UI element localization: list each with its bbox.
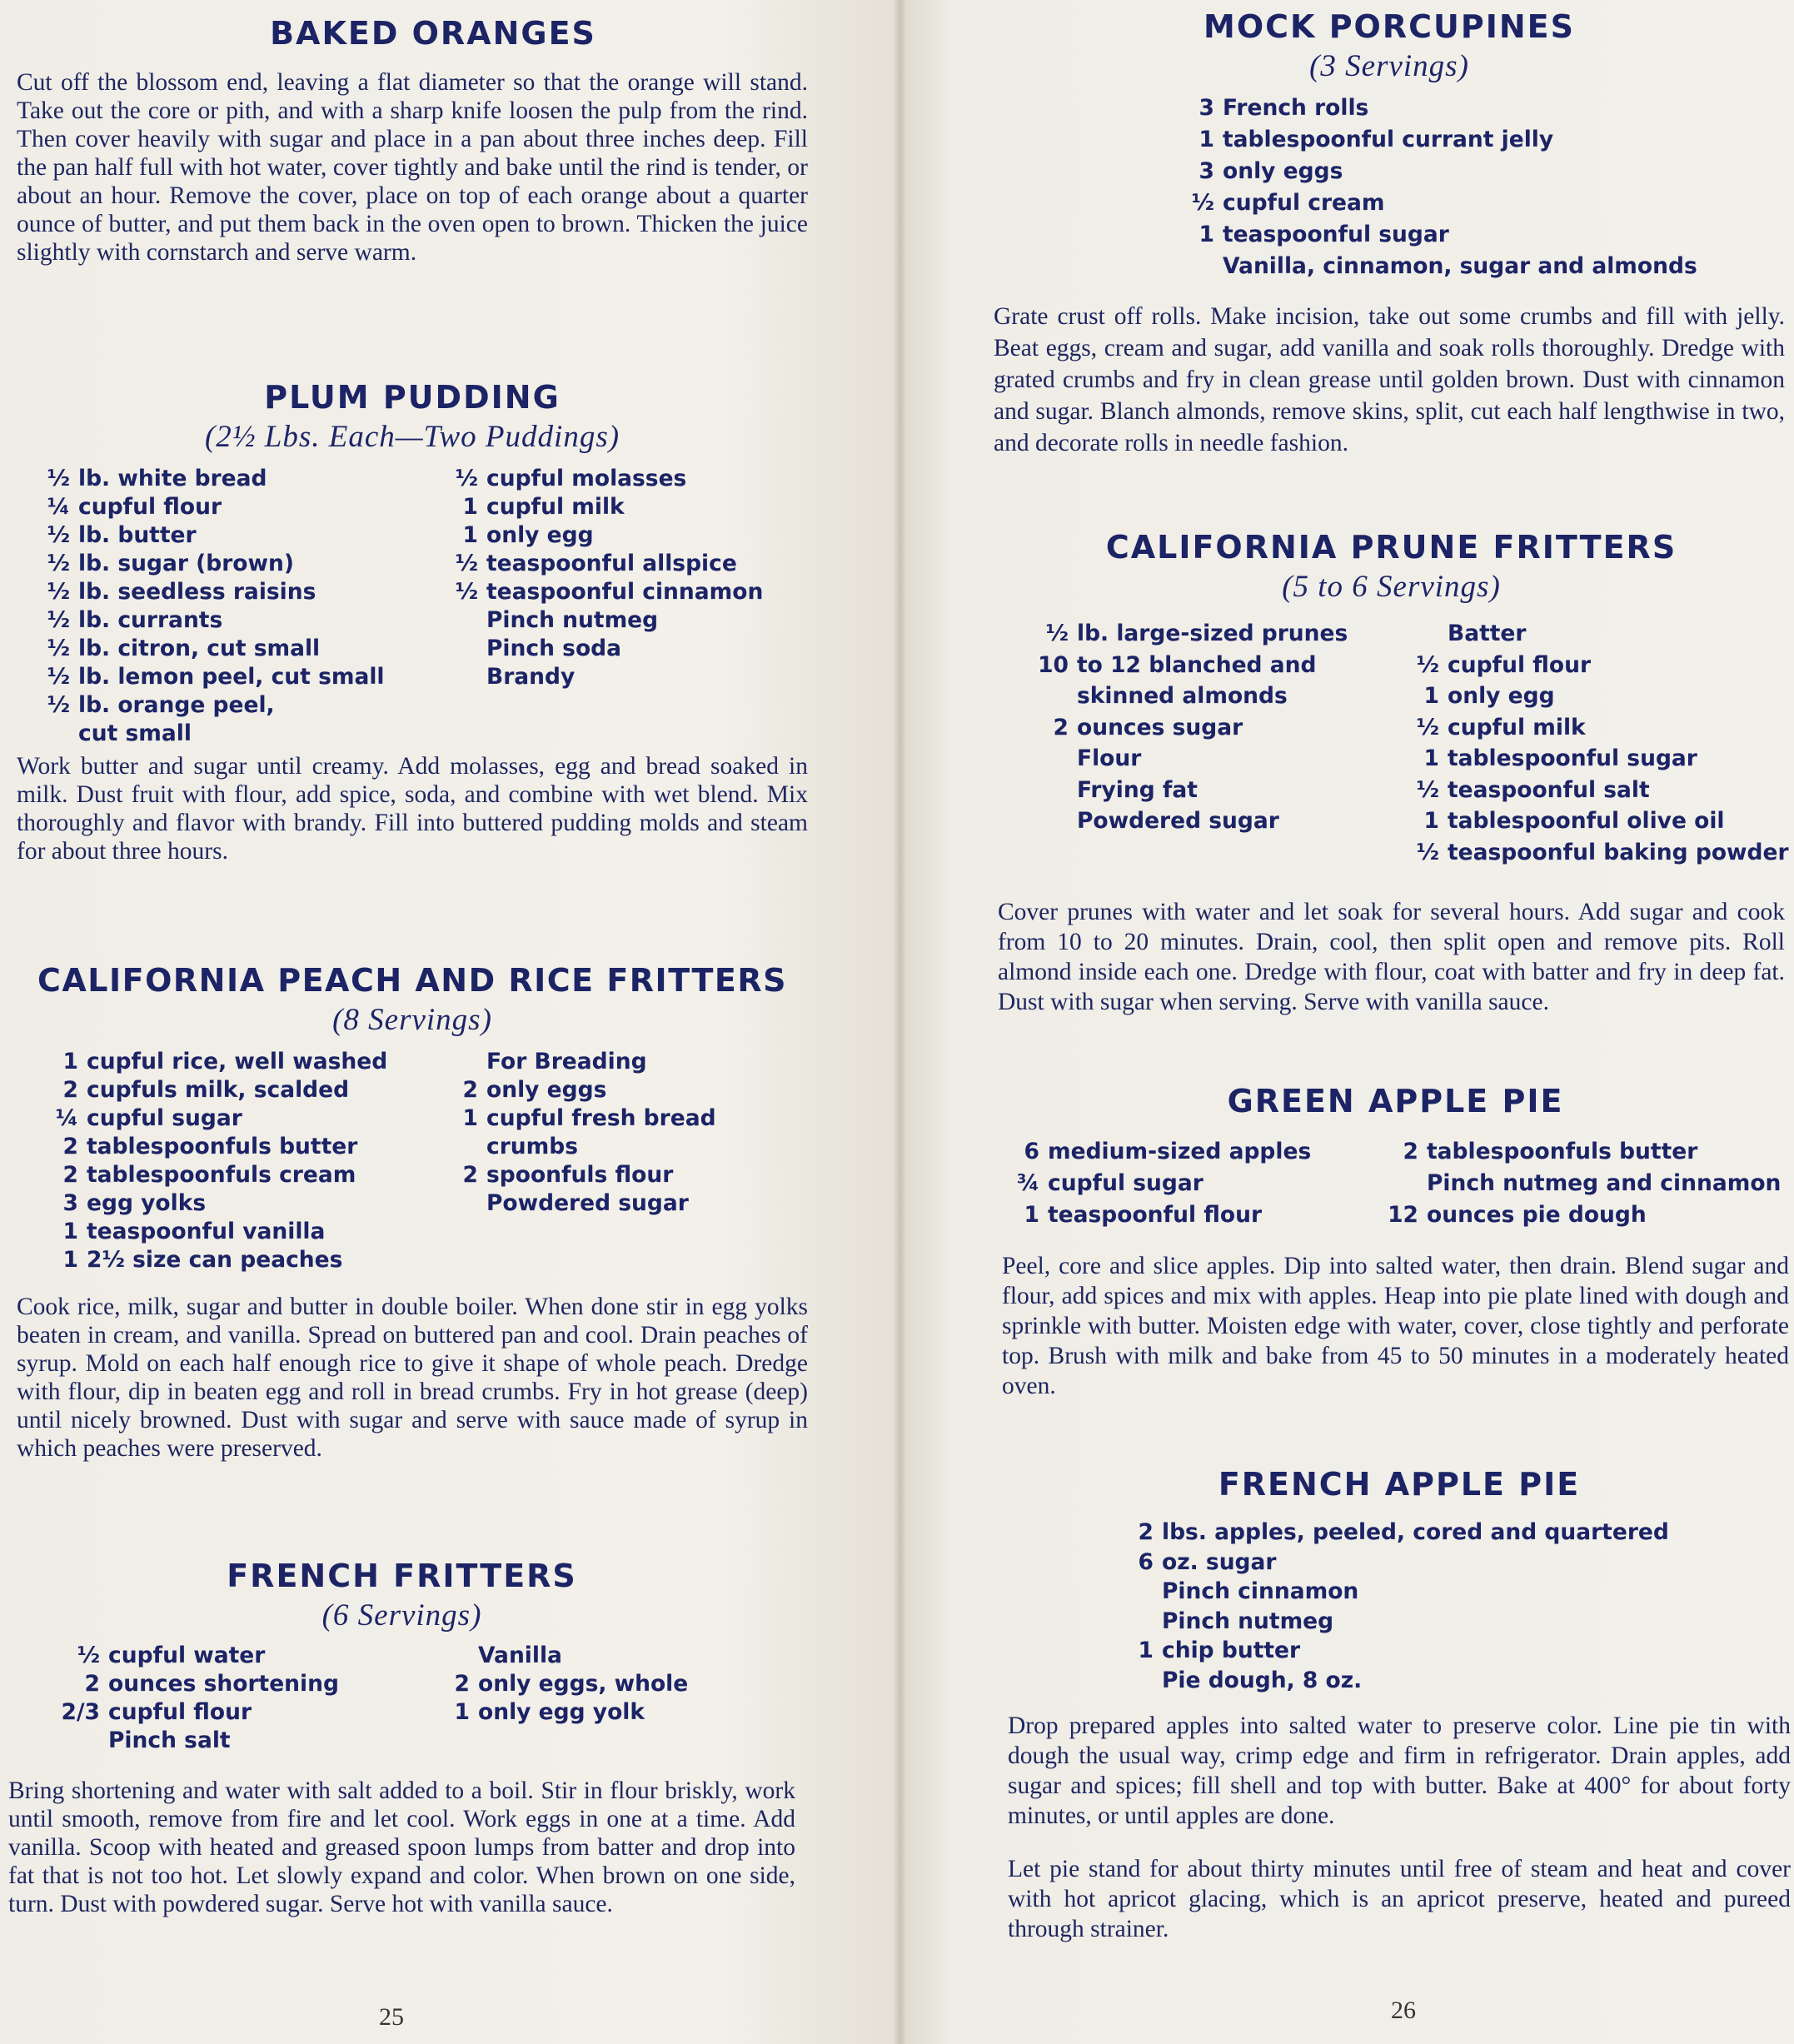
ingredient-item <box>1027 775 1348 806</box>
ingredient-item <box>450 663 763 691</box>
ingredient-quantity: 1 <box>62 1247 78 1273</box>
ingredient-quantity: 1 <box>1423 745 1439 771</box>
ingredient-quantity: 3 <box>1198 95 1214 121</box>
ingredient-text: Vanilla, cinnamon, sugar and almonds <box>1223 253 1697 279</box>
ingredient-text: only eggs <box>486 1077 607 1103</box>
ingredient-quantity <box>1377 1168 1427 1199</box>
ingredient-text: cupful flour <box>108 1699 252 1725</box>
ingredient-item <box>1406 618 1789 650</box>
ingredient-text: lb. citron, cut small <box>78 636 321 661</box>
ingredient-text: cupful sugar <box>87 1105 242 1131</box>
ingredient-text: teaspoonful salt <box>1448 776 1650 803</box>
ingredient-quantity: ¼ <box>47 494 70 520</box>
ingredient-text: Vanilla <box>478 1643 562 1668</box>
ingredient-text: spoonfuls flour <box>486 1162 674 1188</box>
ingredient-item <box>1181 251 1697 282</box>
recipe-title: MOCK PORCUPINES <box>1203 8 1575 45</box>
ingredient-item <box>1006 1136 1311 1168</box>
ingredient-item <box>450 606 763 635</box>
ingredient-quantity: 1 <box>462 494 478 520</box>
ingredient-item <box>33 1246 387 1274</box>
page-gutter <box>893 0 906 2044</box>
ingredient-item <box>25 1727 339 1755</box>
ingredient-quantity: ½ <box>47 551 70 576</box>
ingredient-text: lb. butter <box>78 522 197 548</box>
recipe-yield: (5 to 6 Servings) <box>1282 570 1501 604</box>
ingredient-text: ounces sugar <box>1077 714 1243 740</box>
ingredient-quantity <box>450 663 486 691</box>
ingredient-text: cut small <box>78 720 192 746</box>
ingredient-item <box>42 691 385 720</box>
ingredient-item <box>1406 650 1789 681</box>
ingredient-text: Pinch cinnamon <box>1162 1578 1359 1604</box>
ingredient-text: cupful rice, well washed <box>87 1049 388 1074</box>
recipe-french-apple-pie <box>1008 1466 1791 1944</box>
ingredient-quantity: ½ <box>1416 776 1439 803</box>
recipe-instructions: Grate crust off rolls. Make incision, take out some crumbs and fill with jelly. Beat eggs, cream and sugar, add vanilla and soak rolls thoroughly. Dredge with grated crumbs and fry in clean grease until golden brown. Dust with cinnamon and sugar. Blanch almonds, remove skins, split, cut each half lengthwise in two, and decorate rolls in needle fashion. <box>994 303 1785 456</box>
ingredient-text: teaspoonful allspice <box>486 551 737 576</box>
ingredient-text: cupfuls milk, scalded <box>87 1077 350 1103</box>
ingredient-quantity: ½ <box>47 607 70 633</box>
recipe-yield: (8 Servings) <box>332 1003 492 1037</box>
ingredient-quantity: 2 <box>454 1671 470 1697</box>
ingredient-quantity <box>42 720 78 748</box>
ingredient-quantity <box>450 1048 486 1076</box>
ingredient-text: teaspoonful sugar <box>1223 222 1449 247</box>
ingredient-item <box>33 1133 387 1161</box>
recipe-title: GREEN APPLE PIE <box>1227 1083 1564 1119</box>
ingredient-quantity: 2 <box>62 1077 78 1103</box>
ingredient-quantity <box>1406 618 1448 650</box>
recipe-instructions: Drop prepared apples into salted water to preserve color. Line pie tin with dough the usual way, crimp edge and firm in refrigerator. Drain apples, add sugar and spices; fill shell and top with butter. Bake at 400° for about forty minutes, or until apples are done. <box>1008 1712 1791 1829</box>
ingredient-text: Pinch salt <box>108 1727 231 1753</box>
ingredient-item <box>25 1642 339 1670</box>
ingredient-text: only egg <box>1448 683 1555 709</box>
ingredient-quantity: 1 <box>454 1699 470 1725</box>
ingredient-quantity <box>450 606 486 635</box>
ingredient-item <box>1120 1666 1669 1696</box>
ingredient-quantity <box>25 1727 108 1755</box>
ingredient-item <box>1181 124 1697 156</box>
ingredient-list <box>25 1642 339 1755</box>
ingredient-item <box>33 1104 387 1133</box>
ingredient-text: lb. seedless raisins <box>78 579 316 605</box>
recipe-plum-pudding <box>17 379 808 865</box>
recipe-title: FRENCH FRITTERS <box>227 1558 577 1594</box>
ingredient-item <box>1181 92 1697 124</box>
ingredient-quantity: ½ <box>455 579 478 605</box>
ingredient-list <box>441 1642 688 1727</box>
ingredient-text: Frying fat <box>1077 776 1198 803</box>
ingredient-item <box>1377 1136 1781 1168</box>
ingredient-quantity <box>450 1189 486 1218</box>
ingredient-text: tablespoonfuls cream <box>87 1162 356 1188</box>
ingredient-item <box>1377 1168 1781 1199</box>
ingredient-text: ounces pie dough <box>1427 1202 1647 1228</box>
ingredient-text: lb. large-sized prunes <box>1077 621 1348 646</box>
recipe-title: BAKED ORANGES <box>270 15 596 52</box>
ingredient-quantity <box>1027 775 1077 806</box>
ingredient-item <box>450 493 763 521</box>
ingredient-text: tablespoonfuls butter <box>1427 1139 1698 1164</box>
ingredient-quantity <box>1120 1607 1162 1637</box>
ingredient-text: lb. white bread <box>78 466 267 491</box>
ingredient-item <box>450 550 763 578</box>
ingredient-item <box>441 1642 688 1670</box>
ingredient-item <box>42 663 385 691</box>
ingredient-text: only egg <box>486 522 594 548</box>
ingredient-quantity <box>441 1642 478 1670</box>
ingredient-quantity <box>1027 743 1077 775</box>
ingredient-item <box>42 720 385 748</box>
page-number: 25 <box>379 2003 404 2031</box>
ingredient-quantity: 2 <box>462 1162 478 1188</box>
ingredient-item <box>42 493 385 521</box>
ingredient-item <box>450 1076 716 1104</box>
ingredient-quantity: 1 <box>62 1219 78 1244</box>
ingredient-text: only egg yolk <box>478 1699 645 1725</box>
ingredient-text: to 12 blanched and <box>1077 651 1317 678</box>
ingredient-text: teaspoonful cinnamon <box>486 579 764 605</box>
ingredient-text: only eggs, whole <box>478 1671 689 1697</box>
ingredient-item <box>1406 805 1789 837</box>
ingredient-quantity: 12 <box>1388 1202 1418 1228</box>
ingredient-quantity: 3 <box>62 1190 78 1216</box>
ingredient-item <box>1120 1548 1669 1578</box>
ingredient-item <box>1406 712 1789 744</box>
ingredient-text: Pinch nutmeg <box>1162 1608 1334 1634</box>
ingredient-quantity: 1 <box>1423 808 1439 834</box>
ingredient-item <box>450 465 763 493</box>
ingredient-item <box>1027 618 1348 650</box>
ingredient-item <box>1120 1607 1669 1637</box>
ingredient-quantity: 2 <box>1403 1139 1418 1164</box>
ingredient-quantity: 2/3 <box>61 1699 100 1725</box>
ingredient-quantity: ½ <box>455 466 478 491</box>
ingredient-quantity: 1 <box>1198 222 1214 247</box>
ingredient-text: tablespoonfuls butter <box>87 1134 358 1159</box>
recipe-french-fritters <box>8 1558 795 1918</box>
ingredient-text: cupful molasses <box>486 466 687 491</box>
ingredient-item <box>1181 187 1697 219</box>
ingredient-item <box>25 1670 339 1698</box>
ingredient-text: tablespoonful olive oil <box>1448 808 1725 834</box>
ingredient-list <box>1377 1136 1781 1231</box>
recipe-title: FRENCH APPLE PIE <box>1218 1466 1581 1503</box>
ingredient-quantity: ½ <box>47 692 70 718</box>
recipe-mock-porcupines <box>994 8 1785 459</box>
ingredient-quantity: 2 <box>1138 1519 1154 1545</box>
ingredient-list <box>1006 1136 1311 1231</box>
ingredient-item <box>1406 775 1789 806</box>
ingredient-list <box>1120 1518 1669 1695</box>
ingredient-item <box>1120 1518 1669 1548</box>
recipe-instructions: Cut off the blossom end, leaving a flat diameter so that the orange will stand. Take out the core or pith, and with a sharp knife loosen the pulp from the rind. Then cover heavily with sugar and place in a pan about three inches deep. Fill the pan half full with hot water, cover tightly and bake until the rind is tender, or about an hour. Remove the cover, place on top of each orange about a quarter ounce of butter, and put them back in the oven open to brown. Thicken the juice slightly with cornstarch and serve warm. <box>17 69 808 266</box>
ingredient-list <box>1027 618 1348 837</box>
recipe-instructions: Peel, core and slice apples. Dip into salted water, then drain. Blend sugar and flour, add spices and mix with apples. Heap into pie plate lined with dough and sprinkle with butter. Moisten edge with water, cover, close tightly and perforate top. Brush with milk and bake from 45 to 50 minutes in a moderately heated oven. <box>1002 1253 1789 1399</box>
ingredient-item <box>42 465 385 493</box>
ingredient-item <box>25 1698 339 1727</box>
ingredient-item <box>42 635 385 663</box>
ingredient-text: tablespoonful sugar <box>1448 745 1697 771</box>
recipe-green-apple-pie <box>1002 1083 1789 1401</box>
recipe-prune-fritters <box>998 529 1789 1017</box>
ingredient-text: Pinch nutmeg and cinnamon <box>1427 1170 1782 1196</box>
ingredient-quantity: 1 <box>1024 1202 1039 1228</box>
ingredient-quantity: ½ <box>47 664 70 690</box>
ingredient-text: teaspoonful flour <box>1048 1202 1263 1228</box>
ingredient-text: Pinch soda <box>486 636 622 661</box>
ingredient-quantity <box>1120 1577 1162 1607</box>
ingredient-list <box>1406 618 1789 868</box>
ingredient-item <box>1406 681 1789 712</box>
ingredient-item <box>1181 156 1697 187</box>
ingredient-quantity: ½ <box>47 636 70 661</box>
page-number: 26 <box>1391 1997 1416 2024</box>
ingredient-text: lbs. apples, peeled, cored and quartered <box>1162 1519 1669 1545</box>
ingredient-item <box>1027 650 1348 681</box>
ingredient-quantity <box>1181 251 1223 282</box>
ingredient-quantity: 2 <box>84 1671 100 1697</box>
ingredient-item <box>450 1133 716 1161</box>
ingredient-item <box>33 1048 387 1076</box>
ingredient-quantity: 1 <box>462 522 478 548</box>
ingredient-quantity <box>1027 805 1077 837</box>
ingredient-text: French rolls <box>1223 95 1369 121</box>
ingredient-item <box>441 1698 688 1727</box>
ingredient-quantity: ½ <box>1045 621 1069 646</box>
ingredient-quantity: 10 <box>1038 651 1069 678</box>
ingredient-text: cupful cream <box>1223 190 1385 216</box>
recipe-title: CALIFORNIA PEACH AND RICE FRITTERS <box>37 962 787 999</box>
ingredient-item <box>441 1670 688 1698</box>
ingredient-item <box>33 1218 387 1246</box>
ingredient-text: Pinch nutmeg <box>486 607 659 633</box>
ingredient-text: crumbs <box>486 1134 578 1159</box>
ingredient-list <box>33 1048 387 1274</box>
ingredient-item <box>1027 712 1348 744</box>
ingredient-item <box>1027 805 1348 837</box>
recipe-instructions: Cook rice, milk, sugar and butter in double boiler. When done stir in egg yolks beaten in cream, and vanilla. Spread on buttered pan and cool. Drain peaches of syrup. Mold on each half enough rice to give it shape of whole peach. Dredge with flour, dip in beaten egg and roll in bread crumbs. Fry in hot grease (deep) until nicely browned. Dust with sugar and serve with sauce made of syrup in which peaches were preserved. <box>17 1294 808 1462</box>
ingredient-text: Brandy <box>486 664 576 690</box>
ingredient-text: skinned almonds <box>1077 683 1288 709</box>
ingredient-text: cupful milk <box>1448 714 1586 740</box>
ingredient-item <box>42 550 385 578</box>
ingredient-text: For Breading <box>486 1049 647 1074</box>
recipe-instructions: Bring shortening and water with salt added to a boil. Stir in flour briskly, work until smooth, remove from fire and let cool. Work eggs in one at a time. Add vanilla. Scoop with heated and greased spoon lumps from batter and drop into fat that is not too hot. Let slowly expand and color. When brown on one side, turn. Dust with powdered sugar. Serve hot with vanilla sauce. <box>8 1777 795 1917</box>
ingredient-text: lb. lemon peel, cut small <box>78 664 385 690</box>
ingredient-list <box>450 465 763 691</box>
ingredient-quantity: 2 <box>462 1077 478 1103</box>
ingredient-item <box>450 1189 716 1218</box>
ingredient-text: lb. sugar (brown) <box>78 551 294 576</box>
ingredient-item <box>1377 1199 1781 1231</box>
ingredient-quantity: 6 <box>1024 1139 1039 1164</box>
ingredient-text: lb. currants <box>78 607 223 633</box>
ingredient-text: chip butter <box>1162 1638 1301 1663</box>
ingredient-item <box>1120 1577 1669 1607</box>
ingredient-text: teaspoonful baking powder <box>1448 839 1789 865</box>
ingredient-item <box>42 521 385 550</box>
ingredient-quantity: 1 <box>1198 127 1214 152</box>
ingredient-quantity: ½ <box>1416 651 1439 678</box>
ingredient-item <box>450 578 763 606</box>
ingredient-item <box>42 578 385 606</box>
ingredient-text: Powdered sugar <box>1077 808 1279 834</box>
ingredient-quantity <box>450 1133 486 1161</box>
ingredient-item <box>1006 1199 1311 1231</box>
ingredient-text: lb. orange peel, <box>78 692 275 718</box>
ingredient-quantity: 1 <box>1423 683 1439 709</box>
ingredient-quantity <box>1120 1666 1162 1696</box>
ingredient-text: egg yolks <box>87 1190 207 1216</box>
ingredient-text: Flour <box>1077 745 1142 771</box>
ingredient-quantity: 1 <box>462 1105 478 1131</box>
recipe-yield: (2½ Lbs. Each—Two Puddings) <box>204 420 620 454</box>
ingredient-text: only eggs <box>1223 158 1343 184</box>
ingredient-item <box>33 1076 387 1104</box>
ingredient-text: medium-sized apples <box>1048 1139 1312 1164</box>
ingredient-quantity: 2 <box>62 1134 78 1159</box>
ingredient-item <box>1120 1636 1669 1666</box>
ingredient-list <box>1181 92 1697 282</box>
ingredient-text: ounces shortening <box>108 1671 339 1697</box>
ingredient-text: Batter <box>1448 621 1527 646</box>
ingredient-list <box>42 465 385 748</box>
recipe-notes: Let pie stand for about thirty minutes until free of steam and heat and cover with hot apricot glacing, which is an apricot preserve, heated and pureed through strainer. <box>1008 1856 1791 1942</box>
ingredient-quantity: 1 <box>1138 1638 1154 1663</box>
ingredient-item <box>33 1161 387 1189</box>
ingredient-text: teaspoonful vanilla <box>87 1219 326 1244</box>
ingredient-item <box>1181 219 1697 251</box>
ingredient-quantity: ¼ <box>55 1105 78 1131</box>
ingredient-text: cupful milk <box>486 494 625 520</box>
ingredient-item <box>450 1161 716 1189</box>
ingredient-list <box>450 1048 716 1218</box>
recipe-baked-oranges <box>17 15 808 267</box>
ingredient-quantity: 2 <box>62 1162 78 1188</box>
ingredient-text: 2½ size can peaches <box>87 1247 343 1273</box>
ingredient-item <box>33 1189 387 1218</box>
recipe-peach-rice-fritters <box>17 962 808 1463</box>
ingredient-item <box>1406 743 1789 775</box>
ingredient-text: cupful flour <box>78 494 222 520</box>
ingredient-quantity: 3 <box>1198 158 1214 184</box>
recipe-yield: (3 Servings) <box>1309 49 1469 83</box>
ingredient-quantity <box>450 635 486 663</box>
ingredient-quantity: 2 <box>1053 714 1069 740</box>
ingredient-item <box>1006 1168 1311 1199</box>
ingredient-text: tablespoonful currant jelly <box>1223 127 1554 152</box>
ingredient-quantity: ¾ <box>1016 1170 1039 1196</box>
recipe-instructions: Cover prunes with water and let soak for several hours. Add sugar and cook from 10 to 20 minutes. Drain, cool, then split open and remove pits. Roll almond inside each one. Dredge with flour, coat with batter and fry in deep fat. Dust with sugar when serving. Serve with vanilla sauce. <box>998 899 1785 1015</box>
recipe-instructions: Work butter and sugar until creamy. Add molasses, egg and bread soaked in milk. Dust fruit with flour, add spice, soda, and combine with wet blend. Mix thoroughly and flavor with brandy. Fill into buttered pudding molds and steam for about three hours. <box>17 753 808 865</box>
ingredient-text: cupful flour <box>1448 651 1592 678</box>
ingredient-quantity: ½ <box>47 579 70 605</box>
ingredient-text: Pie dough, 8 oz. <box>1162 1667 1363 1693</box>
ingredient-item <box>42 606 385 635</box>
ingredient-quantity: ½ <box>77 1643 100 1668</box>
recipe-yield: (6 Servings) <box>321 1598 482 1633</box>
ingredient-item <box>450 1104 716 1133</box>
ingredient-quantity: 6 <box>1138 1548 1154 1575</box>
ingredient-quantity: 1 <box>62 1049 78 1074</box>
ingredient-item <box>450 521 763 550</box>
ingredient-item <box>1406 837 1789 869</box>
ingredient-item <box>1027 743 1348 775</box>
ingredient-quantity: ½ <box>47 466 70 491</box>
ingredient-quantity: ½ <box>1191 190 1214 216</box>
ingredient-item <box>450 635 763 663</box>
ingredient-text: oz. sugar <box>1162 1548 1277 1575</box>
ingredient-quantity: ½ <box>1416 714 1439 740</box>
ingredient-quantity <box>1027 681 1077 712</box>
ingredient-quantity: ½ <box>1416 839 1439 865</box>
ingredient-text: cupful water <box>108 1643 266 1668</box>
ingredient-text: Powdered sugar <box>486 1190 689 1216</box>
ingredient-text: cupful sugar <box>1048 1170 1203 1196</box>
ingredient-quantity: ½ <box>455 551 478 576</box>
ingredient-item <box>1027 681 1348 712</box>
ingredient-text: cupful fresh bread <box>486 1105 716 1131</box>
recipe-title: CALIFORNIA PRUNE FRITTERS <box>1105 529 1677 566</box>
ingredient-item <box>450 1048 716 1076</box>
ingredient-quantity: ½ <box>47 522 70 548</box>
recipe-title: PLUM PUDDING <box>264 379 561 416</box>
